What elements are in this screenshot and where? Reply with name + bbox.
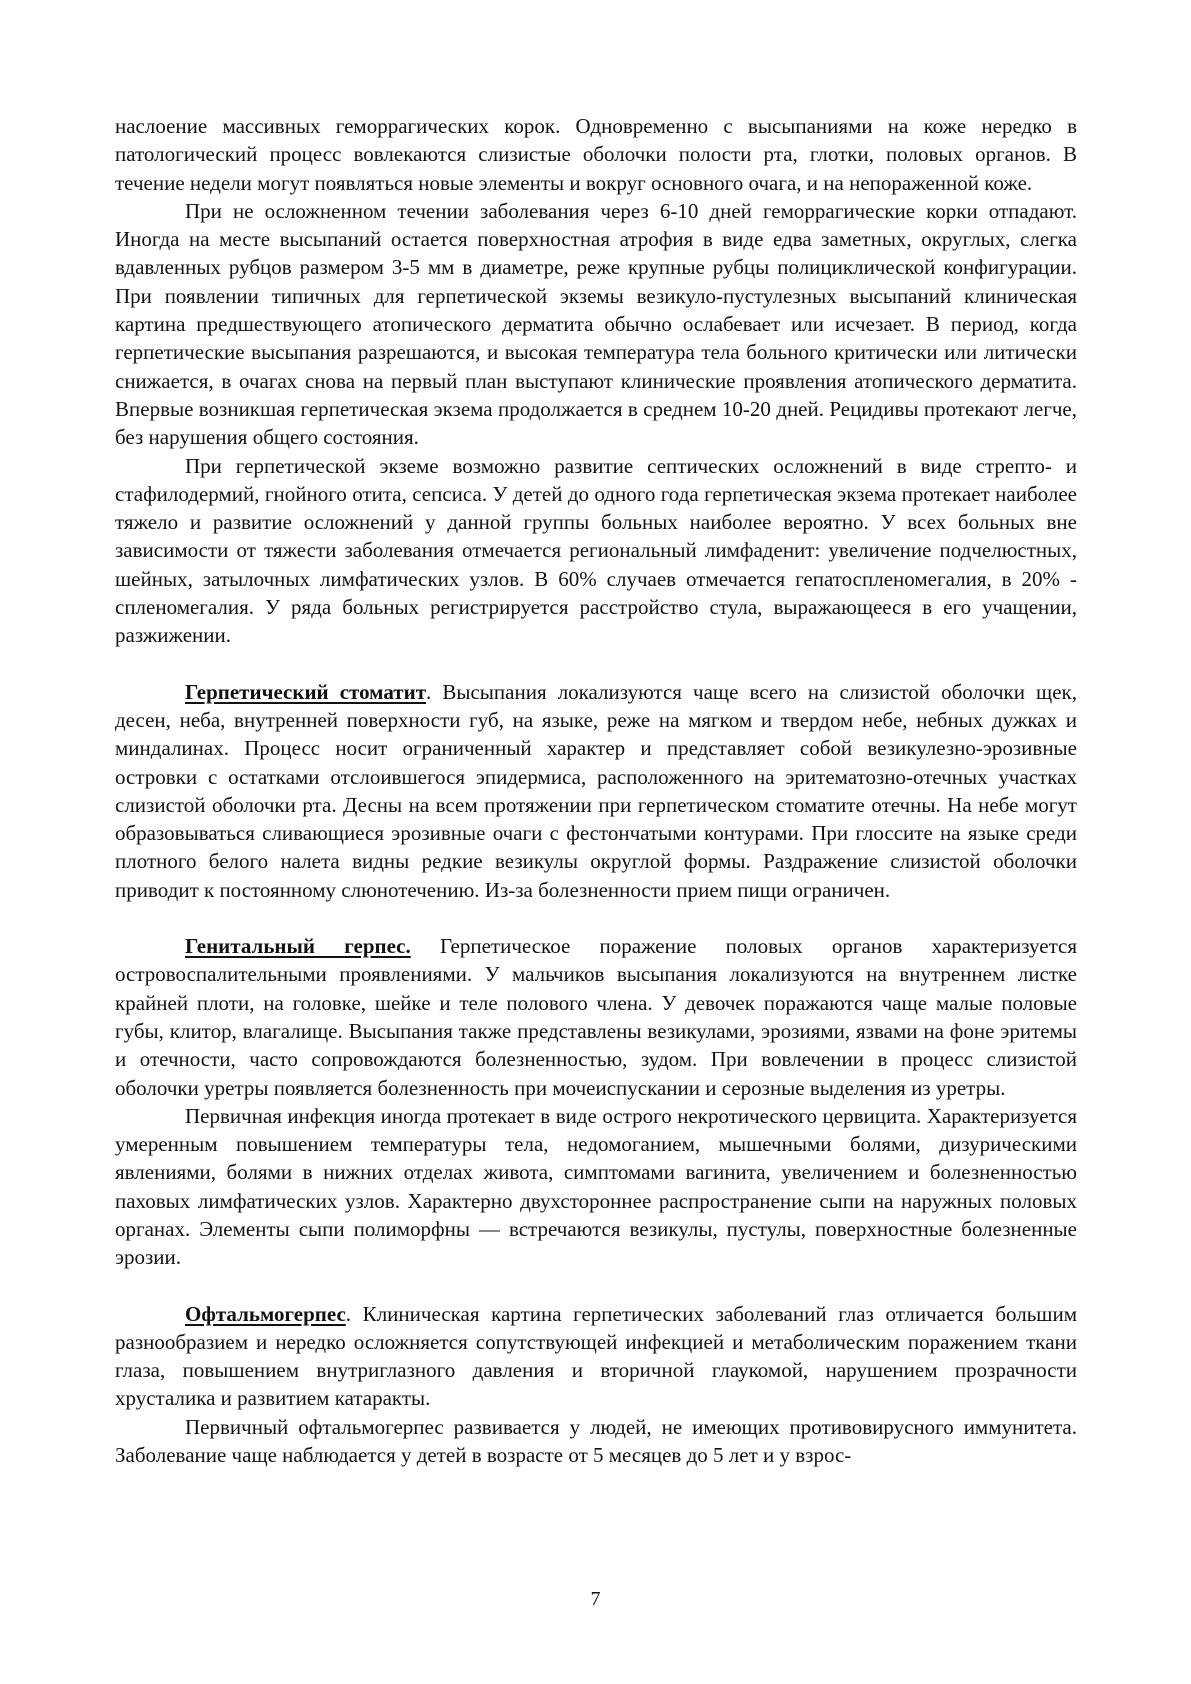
page-body — [115, 112, 1077, 1469]
section-genital-herpes — [115, 932, 1077, 1102]
paragraph-eczema-complications: При герпетической экземе возможно развитие септических осложнений в виде стрепто- и стафилодермий, гнойного отита, сепсиса. У детей до одного года герпетическая экзема протекает наиболее тяжело и развитие осложнений у данной группы больных наиболее вероятно. У всех больных вне зависимости от тяжести заболевания отмечается региональный лимфаденит: увеличение подчелюстных, шейных, затылочных лимфатических узлов. В 60% случаев отмечается гепатоспленомегалия, в 20% - спленомегалия. У ряда больных регистрируется расстройство стула, выражающееся в его учащении, разжижении. — [115, 453, 1077, 648]
text-ophthalmic-herpes: . Клиническая картина герпетических заболеваний глаз отличается большим разнообразием и нередко осложняется сопутствующей инфекцией и метаболическим поражением ткани глаза, повышением внутриглазного давления и вторичной глаукомой, нарушением прозрачности хрусталика и развитием катаракты. — [115, 1301, 1077, 1411]
heading-genital-herpes: Генитальный герпес. — [185, 934, 411, 959]
text-herpetic-stomatitis: . Высыпания локализуются чаще всего на слизистой оболочки щек, десен, неба, внутренней поверхности губ, на языке, реже на мягком и твердом небе, небных дужках и миндалинах. Процесс носит ограниченный характер и представляет собой везикулезно-эрозивные островки с остатками отслоившегося эпидермиса, расположенного на эритематозно-отечных участках слизистой оболочки рта. Десны на всем протяжении при герпетическом стоматите отечны. На небе могут образовываться сливающиеся эрозивные очаги с фестончатыми контурами. При глоссите на языке среди плотного белого налета видны редкие везикулы округлой формы. Раздражение слизистой оболочки приводит к постоянному слюнотечению. Из-за болезненности прием пищи ограничен. — [115, 679, 1077, 902]
paragraph-eczema-course: При не осложненном течении заболевания через 6-10 дней геморрагические корки отпадают. Иногда на месте высыпаний остается поверхностная атрофия в виде едва заметных, округлых, слегка вдавленных рубцов размером 3-5 мм в диаметре, реже крупные рубцы полициклической конфигурации. При появлении типичных для герпетической экземы везикуло-пустулезных высыпаний клиническая картина предшествующего атопического дерматита обычно ослабевает или исчезает. В период, когда герпетические высыпания разрешаются, и высокая температура тела больного критически или литически снижается, в очагах снова на первый план выступают клинические проявления атопического дерматита. Впервые возникшая герпетическая экзема продолжается в среднем 10-20 дней. Рецидивы протекают легче, без нарушения общего состояния. — [115, 198, 1077, 450]
paragraph-primary-infection: Первичная инфекция иногда протекает в виде острого некротического цервицита. Характеризуется умеренным повышением температуры тела, недомоганием, мышечными болями, дизурическими явлениями, болями в нижних отделах живота, симптомами вагинита, увеличением и болезненностью паховых лимфатических узлов. Характерно двухстороннее распространение сыпи на наружных половых органах. Элементы сыпи полиморфны — встречаются везикулы, пустулы, поверхностные болезненные эрозии. — [115, 1103, 1077, 1270]
paragraph-eczema-continuation: наслоение массивных геморрагических корок. Одновременно с высыпаниями на коже нередко в патологический процесс вовлекаются слизистые оболочки полости рта, глотки, половых органов. В течение недели могут появляться новые элементы и вокруг основного очага, и на непораженной коже. — [115, 114, 1077, 195]
section-ophthalmic-herpes — [115, 1300, 1077, 1413]
heading-ophthalmic-herpes: Офтальмогерпес — [185, 1301, 346, 1326]
paragraph-primary-ophthalmic-herpes: Первичный офтальмогерпес развивается у людей, не имеющих противовирусного иммунитета. Заболевание чаще наблюдается у детей в возрасте от 5 месяцев до 5 лет и у взрос- — [115, 1414, 1077, 1468]
page-number: 7 — [590, 1588, 601, 1610]
text-genital-herpes: Герпетическое поражение половых органов характеризуется островоспалительными проявлениями. У мальчиков высыпания локализуются на внутреннем листке крайней плоти, на головке, шейке и теле полового члена. У девочек поражаются чаще малые половые губы, клитор, влагалище. Высыпания также представлены везикулами, эрозиями, язвами на фоне эритемы и отечности, часто сопровождаются болезненностью, зудом. При вовлечении в процесс слизистой оболочки уретры появляется болезненность при мочеиспускании и серозные выделения из уретры. — [115, 934, 1078, 1100]
section-herpetic-stomatitis — [115, 678, 1077, 904]
heading-herpetic-stomatitis: Герпетический стоматит — [185, 679, 427, 704]
